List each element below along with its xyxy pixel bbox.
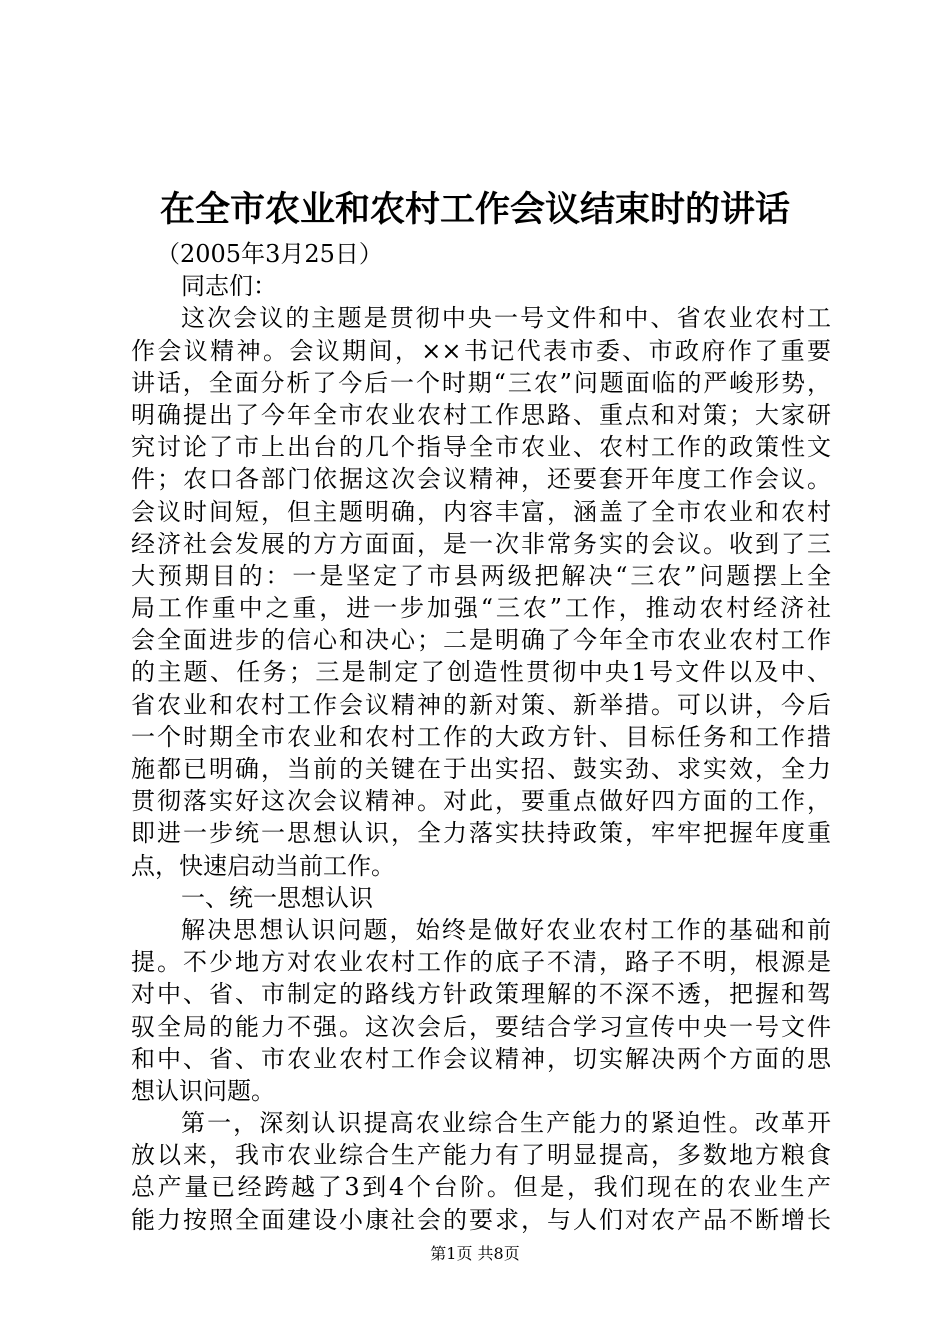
text-line: 经济社会发展的方方面面，是一次非常务实的会议。收到了三	[131, 529, 831, 558]
text-line: 局工作重中之重，进一步加强“三农”工作，推动农村经济社	[131, 594, 831, 623]
text-line: 一个时期全市农业和农村工作的大政方针、目标任务和工作措	[131, 722, 831, 751]
text-line: 会议时间短，但主题明确，内容丰富，涵盖了全市农业和农村	[131, 497, 831, 526]
text-line: 件；农口各部门依据这次会议精神，还要套开年度工作会议。	[131, 465, 831, 494]
text-line: 解决思想认识问题，始终是做好农业农村工作的基础和前	[181, 915, 831, 944]
text-line: 作会议精神。会议期间，××书记代表市委、市政府作了重要	[131, 336, 831, 365]
document-title: 在全市农业和农村工作会议结束时的讲话	[159, 189, 790, 230]
text-line: （2005年3月25日）	[156, 240, 383, 268]
text-line: 究讨论了市上出台的几个指导全市农业、农村工作的政策性文	[131, 433, 831, 462]
text-line: 明确提出了今年全市农业农村工作思路、重点和对策；大家研	[131, 400, 831, 429]
text-line: 一、统一思想认识	[181, 883, 373, 912]
text-line: 贯彻落实好这次会议精神。对此，要重点做好四方面的工作，	[131, 787, 831, 816]
text-line: 提。不少地方对农业农村工作的底子不清，路子不明，根源是	[131, 948, 831, 977]
text-line: 的主题、任务；三是制定了创造性贯彻中央1号文件以及中、	[131, 658, 831, 687]
text-line: 想认识问题。	[131, 1076, 275, 1105]
text-line: 即进一步统一思想认识，全力落实扶持政策，牢牢把握年度重	[131, 819, 831, 848]
text-line: 和中、省、市农业农村工作会议精神，切实解决两个方面的思	[131, 1044, 831, 1073]
text-line: 讲话，全面分析了今后一个时期“三农”问题面临的严峻形势，	[131, 368, 831, 397]
text-line: 对中、省、市制定的路线方针政策理解的不深不透，把握和驾	[131, 980, 831, 1009]
text-line: 放以来，我市农业综合生产能力有了明显提高，多数地方粮食	[131, 1141, 831, 1170]
text-line: 省农业和农村工作会议精神的新对策、新举措。可以讲，今后	[131, 690, 831, 719]
text-line: 第一，深刻认识提高农业综合生产能力的紧迫性。改革开	[181, 1109, 831, 1138]
text-line: 施都已明确，当前的关键在于出实招、鼓实劲、求实效，全力	[131, 755, 831, 783]
text-line: 驭全局的能力不强。这次会后，要结合学习宣传中央一号文件	[131, 1012, 831, 1041]
text-line: 大预期目的：一是坚定了市县两级把解决“三农”问题摆上全	[131, 561, 831, 590]
text-line: 同志们：	[181, 272, 277, 301]
document-body	[131, 238, 831, 1236]
text-line: 能力按照全面建设小康社会的要求，与人们对农产品不断增长	[131, 1205, 831, 1234]
text-line: 总产量已经跨越了3到4个台阶。但是，我们现在的农业生产	[131, 1173, 831, 1202]
text-line: 会全面进步的信心和决心；二是明确了今年全市农业农村工作	[131, 626, 831, 655]
page-footer: 第1页 共8页	[430, 1244, 520, 1263]
text-line: 点，快速启动当前工作。	[131, 851, 395, 880]
text-line: 这次会议的主题是贯彻中央一号文件和中、省农业农村工	[181, 304, 831, 333]
